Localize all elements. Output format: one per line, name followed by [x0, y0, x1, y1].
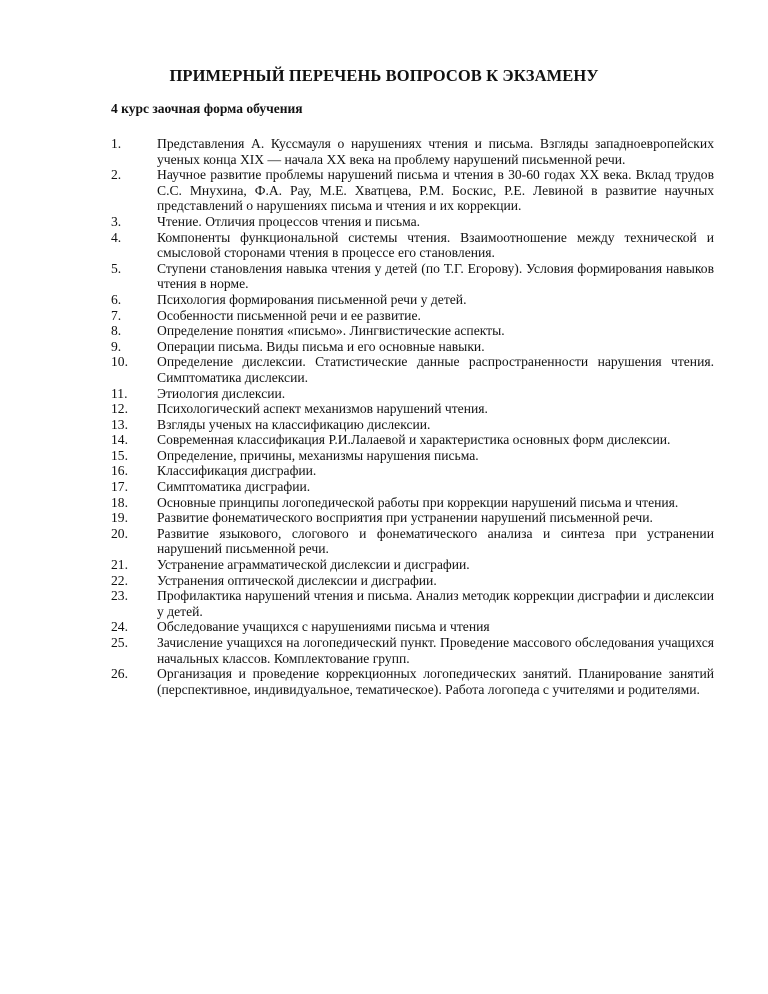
item-number: 11. [111, 385, 128, 401]
item-text: Психология формирования письменной речи у детей. [157, 291, 467, 307]
item-text: Определение понятия «письмо». Лингвистические аспекты. [157, 323, 505, 339]
item-number: 7. [111, 307, 122, 323]
item-number: 9. [111, 338, 122, 354]
list-item [111, 526, 714, 557]
list-item [111, 354, 714, 385]
item-number: 23. [111, 588, 128, 604]
list-item [111, 510, 714, 526]
item-text: Зачисление учащихся на логопедический пункт. Проведение массового обследования учащихся начальных классов. Комплектование групп. [157, 635, 714, 666]
item-text: Основные принципы логопедической работы при коррекции нарушений письма и чтения. [157, 494, 679, 510]
item-number: 5. [111, 260, 122, 276]
item-text: Психологический аспект механизмов нарушений чтения. [157, 401, 488, 417]
list-item [111, 495, 714, 511]
list-item [111, 323, 714, 339]
item-number: 3. [111, 213, 122, 229]
list-item [111, 308, 714, 324]
item-number: 10. [111, 354, 128, 370]
item-text: Определение дислексии. Статистические данные распространенности нарушения чтения. Симптоматика дислексии. [157, 354, 714, 385]
list-item [111, 339, 714, 355]
list-item [111, 573, 714, 589]
question-list [111, 136, 714, 697]
item-text: Современная классификация Р.И.Лалаевой и характеристика основных форм дислексии. [157, 432, 671, 448]
list-item [111, 635, 714, 666]
list-item [111, 136, 714, 167]
list-item [111, 588, 714, 619]
item-text: Устранения оптической дислексии и дисграфии. [157, 572, 437, 588]
page-title: ПРИМЕРНЫЙ ПЕРЕЧЕНЬ ВОПРОСОВ К ЭКЗАМЕНУ [169, 66, 599, 85]
item-number: 2. [111, 167, 122, 183]
page-subtitle: 4 курс заочная форма обучения [111, 101, 303, 116]
item-text: Профилактика нарушений чтения и письма. Анализ методик коррекции дисграфии и дислексии у детей. [157, 588, 714, 619]
list-item [111, 292, 714, 308]
item-text: Устранение аграмматической дислексии и дисграфии. [157, 557, 470, 573]
item-number: 22. [111, 572, 128, 588]
item-number: 12. [111, 401, 128, 417]
list-item [111, 401, 714, 417]
list-item [111, 432, 714, 448]
item-text: Этиология дислексии. [157, 385, 286, 401]
item-text: Организация и проведение коррекционных логопедических занятий. Планирование занятий (перспективное, индивидуальное, тематическое). Работа логопеда с учителями и родителями. [157, 666, 714, 697]
item-text: Представления А. Куссмауля о нарушениях чтения и письма. Взгляды западноевропейских ученых конца XIX — начала XX века на проблему нарушений письменной речи. [157, 136, 714, 167]
item-text: Научное развитие проблемы нарушений письма и чтения в 30-60 годах XX века. Вклад трудов С.С. Мнухина, Ф.А. Рау, М.Е. Хватцева, Р.М. Боскис, Р.Е. Левиной в развитие научных представлений о нарушениях письма и чтения и их коррекции. [157, 167, 714, 214]
list-item [111, 230, 714, 261]
item-text: Особенности письменной речи и ее развитие. [157, 307, 421, 323]
item-number: 18. [111, 494, 128, 510]
item-number: 20. [111, 525, 128, 541]
item-text: Ступени становления навыка чтения у детей (по Т.Г. Егорову). Условия формирования навыков чтения в норме. [157, 260, 714, 292]
item-text: Чтение. Отличия процессов чтения и письма. [157, 213, 421, 229]
item-number: 19. [111, 510, 128, 526]
list-item [111, 214, 714, 230]
item-number: 21. [111, 557, 128, 573]
item-number: 8. [111, 323, 122, 339]
item-number: 14. [111, 432, 128, 448]
list-item [111, 479, 714, 495]
item-text: Взгляды ученых на классификацию дислексии. [157, 416, 431, 432]
item-text: Развитие фонематического восприятия при устранении нарушений письменной речи. [157, 510, 653, 526]
item-text: Классификация дисграфии. [157, 463, 317, 479]
item-number: 17. [111, 479, 128, 495]
item-number: 4. [111, 229, 122, 245]
list-item [111, 463, 714, 479]
item-number: 16. [111, 463, 128, 479]
item-text: Развитие языкового, слогового и фонематического анализа и синтеза при устранении нарушений письменной речи. [157, 525, 714, 557]
list-item [111, 417, 714, 433]
item-text: Обследование учащихся с нарушениями письма и чтения [157, 619, 490, 635]
item-number: 24. [111, 619, 128, 635]
item-number: 6. [111, 291, 122, 307]
item-number: 15. [111, 447, 128, 463]
list-item [111, 557, 714, 573]
list-item [111, 386, 714, 402]
list-item [111, 167, 714, 214]
list-item [111, 619, 714, 635]
item-number: 1. [111, 136, 122, 151]
item-number: 26. [111, 666, 128, 682]
item-number: 13. [111, 416, 128, 432]
list-item [111, 666, 714, 697]
item-text: Симптоматика дисграфии. [157, 479, 311, 495]
list-item [111, 448, 714, 464]
item-number: 25. [111, 635, 128, 650]
list-item [111, 261, 714, 292]
item-text: Операции письма. Виды письма и его основные навыки. [157, 338, 485, 354]
item-text: Компоненты функциональной системы чтения. Взаимоотношение между технической и смысловой сторонами чтения в процессе его становления. [157, 229, 714, 261]
item-text: Определение, причины, механизмы нарушения письма. [157, 447, 479, 463]
